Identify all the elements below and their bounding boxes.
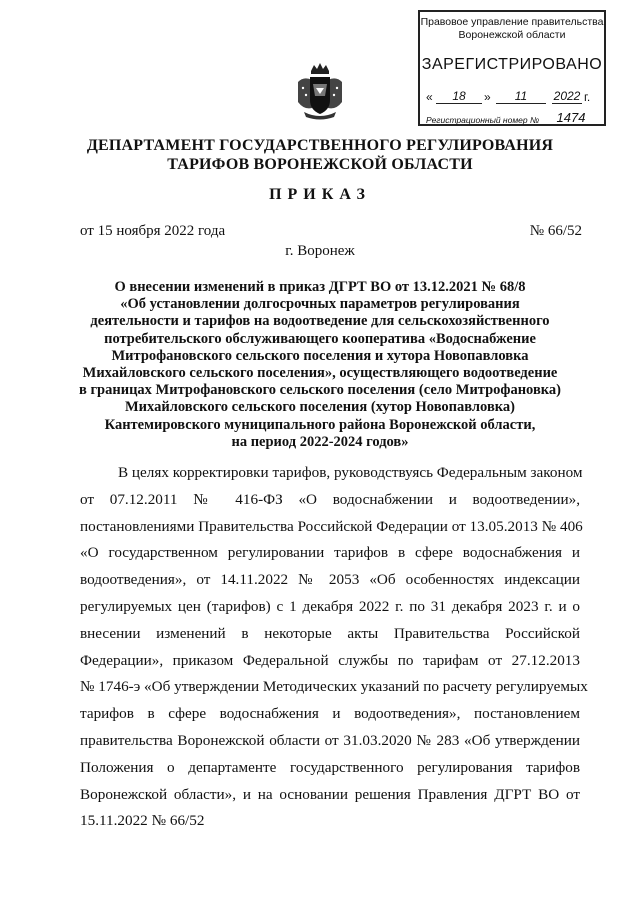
coat-of-arms-icon	[296, 62, 344, 122]
body-line: Положения о департаменте государственного регулирования тарифов	[80, 758, 580, 776]
title-line: О внесении изменений в приказ ДГРТ ВО от 13.12.2021 № 68/8	[114, 279, 526, 295]
body-line: Федерации», приказом Федеральной службы по тарифам от 27.12.2013	[80, 651, 580, 669]
title-line: Михайловского сельского поселения (хутор Новопавловка)	[125, 399, 515, 416]
stamp-reg-label: Регистрационный номер №	[426, 115, 540, 125]
body-line: тарифов в сфере водоснабжения и водоотведения», постановлением	[80, 705, 580, 723]
title-line: «Об установлении долгосрочных параметров регулирования	[120, 296, 520, 313]
order-title	[60, 279, 580, 451]
order-number: № 66/52	[529, 223, 582, 239]
title-line: Михайловского сельского поселения», осуществляющего водоотведение	[82, 365, 558, 382]
stamp-date: « 18 » 11 2022 г.	[426, 89, 591, 104]
body-line: постановлениями Правительства Российской Федерации от 13.05.2013 № 406	[80, 517, 583, 535]
department-name-line1: ДЕПАРТАМЕНТ ГОСУДАРСТВЕННОГО РЕГУЛИРОВАНИЯ	[86, 137, 554, 154]
body-line: от 07.12.2011 № 416-ФЗ «О водоснабжении и водоотведении»,	[80, 490, 580, 508]
registration-stamp	[418, 10, 606, 126]
document-type: ПРИКАЗ	[269, 186, 371, 203]
stamp-org-line1: Правовое управление правительства	[420, 16, 604, 28]
department-name	[40, 136, 600, 174]
title-line: потребительского обслуживающего кооператива «Водоснабжение	[104, 330, 536, 347]
stamp-reg-number: 1474	[544, 110, 598, 126]
stamp-month: 11	[496, 89, 546, 104]
body-line: Воронежской области», и на основании решения Правления ДГРТ ВО от	[80, 785, 580, 803]
body-line: В целях корректировки тарифов, руководствуясь Федеральным законом	[118, 464, 583, 481]
body-line: 15.11.2022 № 66/52	[80, 812, 205, 830]
department-name-line2: ТАРИФОВ ВОРОНЕЖСКОЙ ОБЛАСТИ	[167, 156, 473, 173]
body-line: внесении изменений в некоторые акты Правительства Российской	[80, 624, 580, 642]
stamp-organization	[420, 16, 604, 42]
stamp-year-suffix: г.	[584, 90, 591, 104]
body-line: № 1746-э «Об утверждении Методических указаний по расчету регулируемых	[80, 678, 588, 696]
order-city: г. Воронеж	[285, 243, 355, 259]
title-line: деятельности и тарифов на водоотведение для сельскохозяйственного	[90, 313, 550, 330]
stamp-year: 2022	[553, 89, 581, 103]
stamp-day: 18	[436, 89, 482, 104]
order-date: от 15 ноября 2022 года	[80, 223, 226, 239]
stamp-status: ЗАРЕГИСТРИРОВАНО	[421, 56, 603, 73]
title-line: в границах Митрофановского сельского поселения (село Митрофановка)	[79, 382, 561, 399]
order-body	[80, 460, 588, 835]
body-line: регулируемых цен (тарифов) с 1 декабря 2022 г. по 31 декабря 2023 г. и о	[80, 597, 580, 615]
body-line: водоотведения», от 14.11.2022 № 2053 «Об особенностях индексации	[80, 571, 580, 589]
body-line: «О государственном регулировании тарифов в сфере водоснабжения и	[80, 544, 580, 562]
stamp-registration	[426, 112, 598, 126]
title-line: Кантемировского муниципального района Воронежской области,	[104, 416, 536, 433]
title-line: на период 2022-2024 годов»	[231, 433, 409, 450]
title-line: Митрофановского сельского поселения и хутора Новопавловка	[111, 347, 529, 364]
stamp-org-line2: Воронежской области	[458, 29, 566, 41]
body-line: правительства Воронежской области от 31.03.2020 № 283 «Об утверждении	[80, 731, 580, 749]
